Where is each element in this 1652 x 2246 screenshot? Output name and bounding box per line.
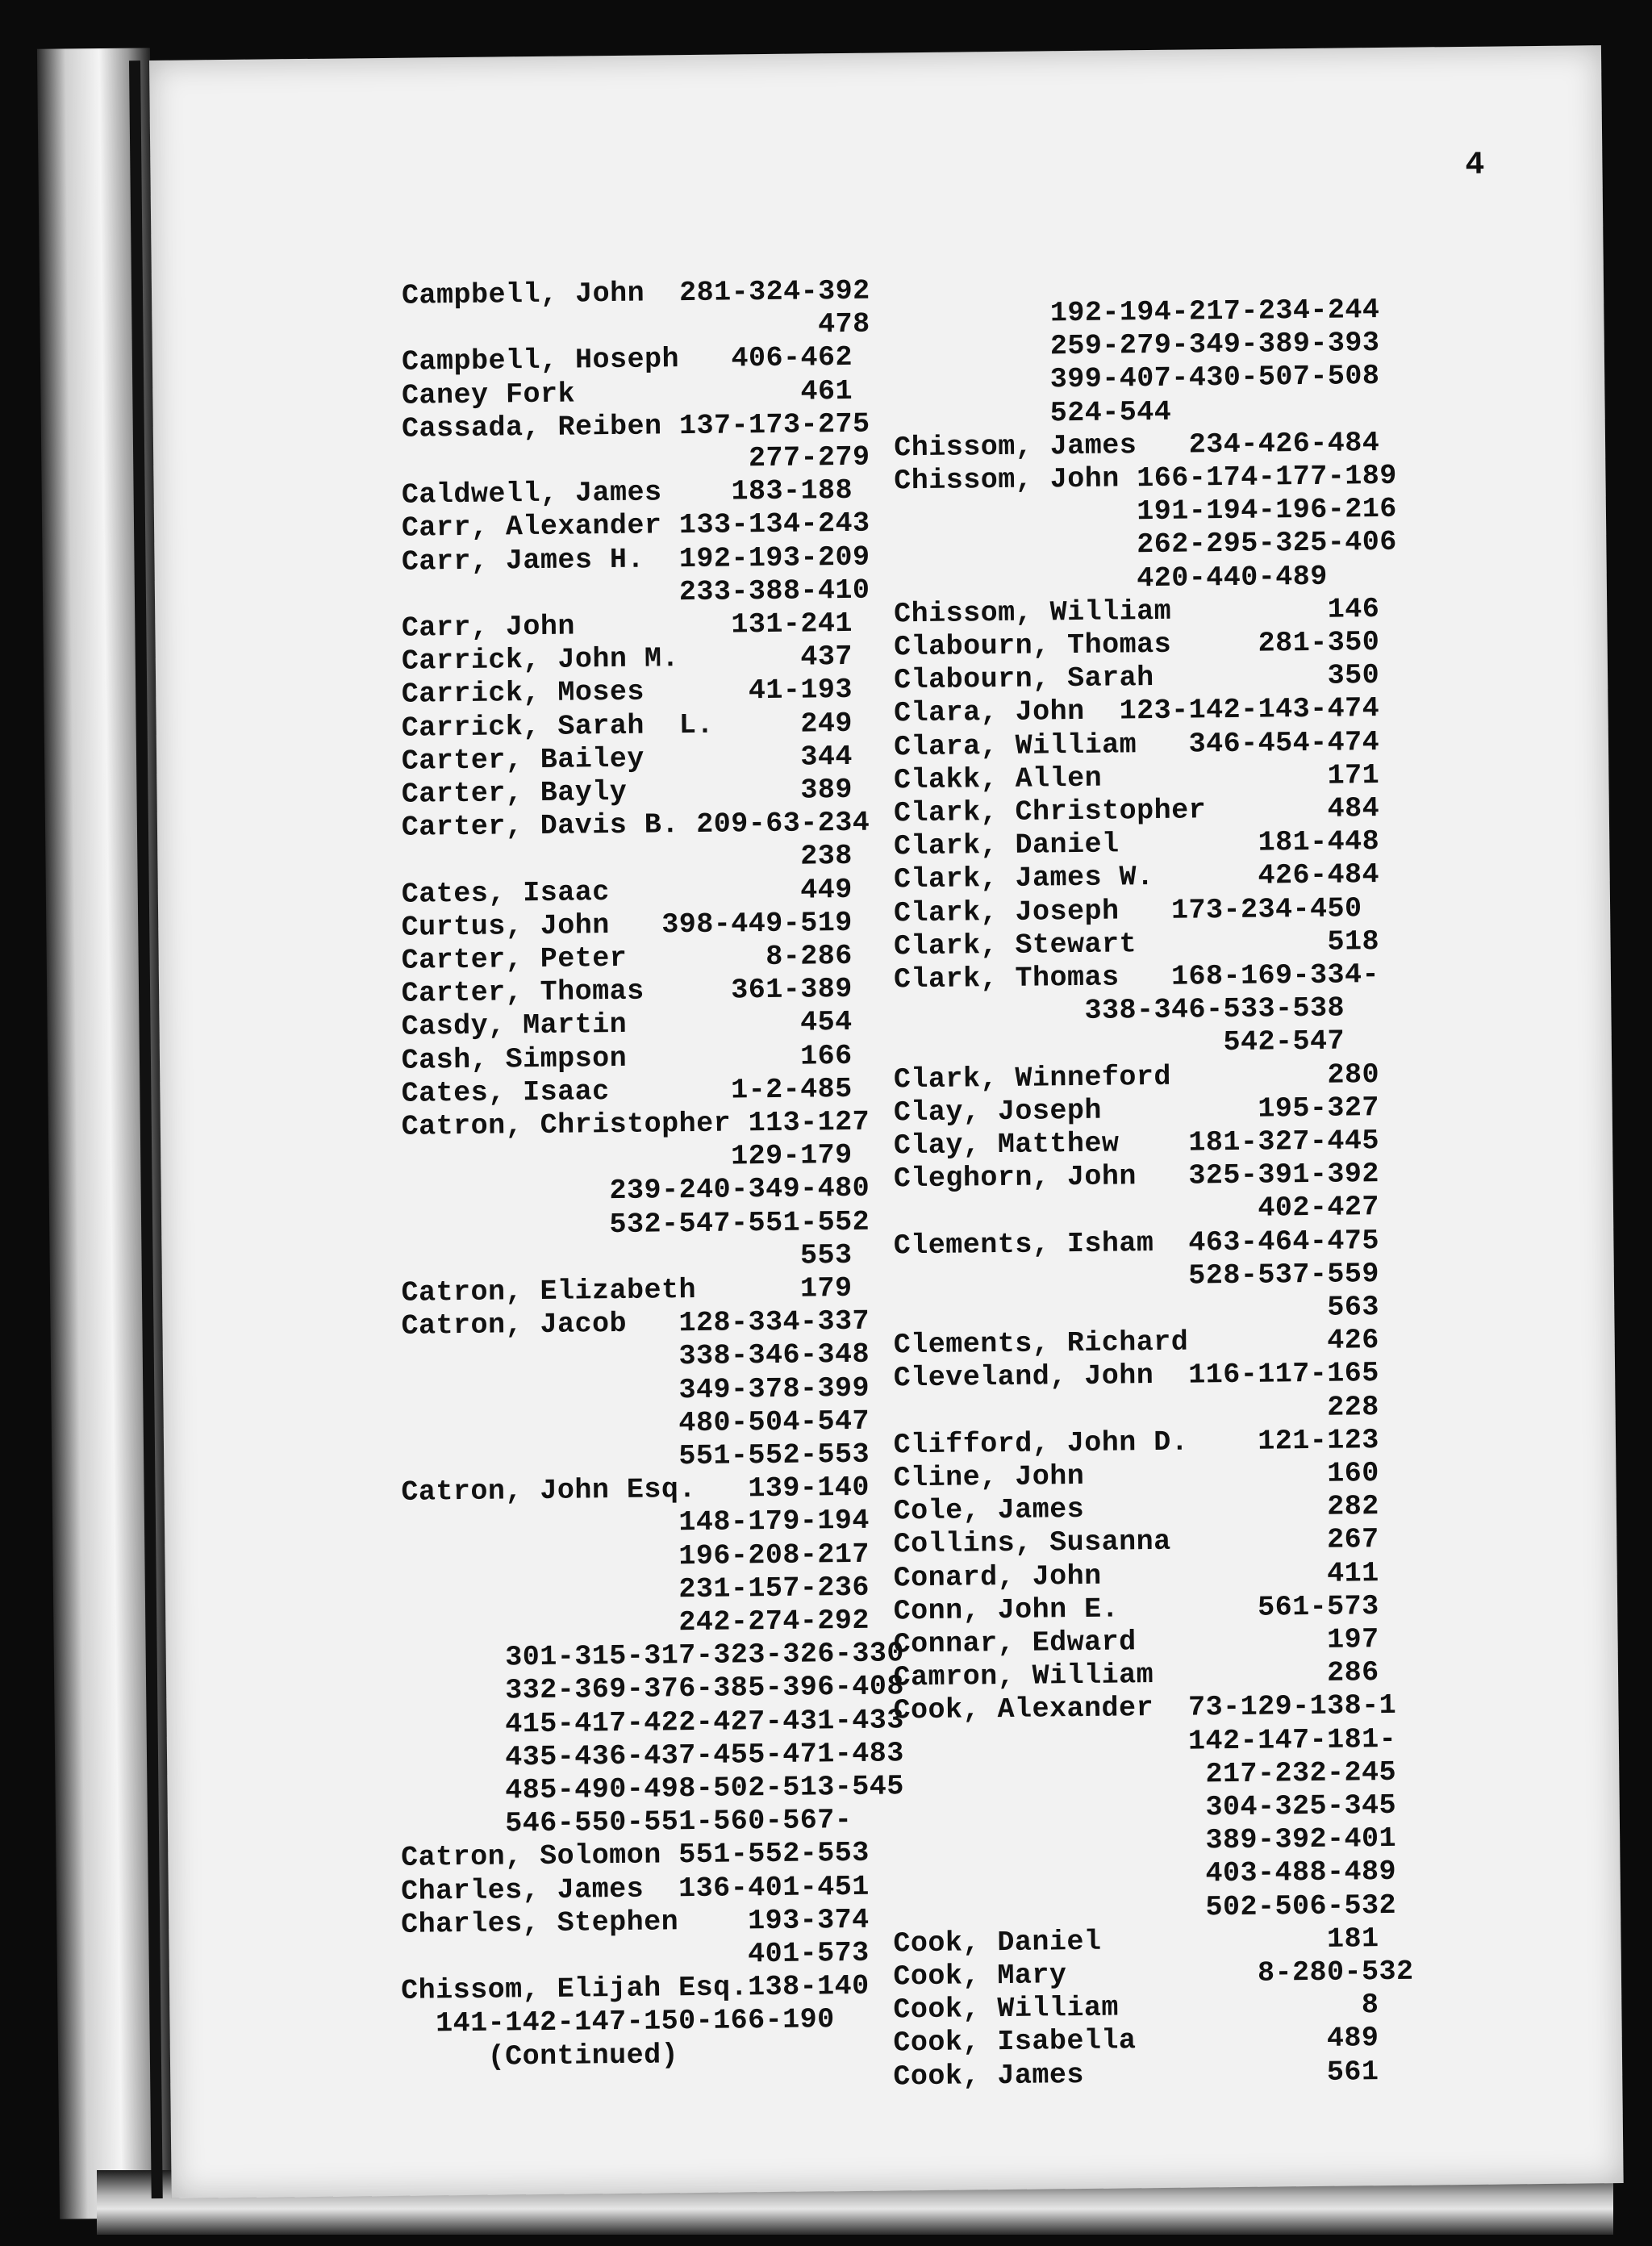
index-entry: Curtus, John 398-449-519: [401, 906, 853, 944]
index-entry: Catron, Jacob 128-334-337: [401, 1305, 870, 1342]
page-number: 4: [1465, 147, 1485, 184]
index-entry: 239-240-349-480: [401, 1172, 870, 1210]
index-entry: Clara, William 346-454-474: [893, 725, 1380, 763]
index-entry: Clark, Winneford 280: [893, 1058, 1380, 1096]
index-entry: 338-346-348: [401, 1338, 870, 1376]
index-entry: Clark, James W. 426-484: [893, 858, 1380, 896]
index-entry: 553: [401, 1238, 853, 1276]
index-entry: Cook, Isabella 489: [893, 2022, 1379, 2060]
index-entry: Cline, John 160: [893, 1457, 1379, 1495]
index-entry: 192-194-217-234-244: [894, 294, 1380, 332]
index-entry: Cleveland, John 116-117-165: [893, 1357, 1380, 1395]
index-entry: Carter, Thomas 361-389: [401, 973, 853, 1010]
index-entry: Campbell, John 281-324-392: [401, 274, 870, 312]
index-entry: Clay, Joseph 195-327: [893, 1091, 1380, 1129]
index-entry: 242-274-292: [401, 1604, 870, 1642]
index-entry: 217-232-245: [893, 1755, 1397, 1794]
index-entry: Chissom, John 166-174-177-189: [894, 459, 1398, 498]
index-entry: Cates, Isaac 1-2-485: [401, 1072, 853, 1110]
index-entry: Carter, Peter 8-286: [401, 939, 853, 977]
index-entry: 403-488-489: [893, 1856, 1397, 1893]
index-entry: Clabourn, Thomas 281-350: [893, 626, 1380, 664]
index-entry: Cole, James 282: [893, 1490, 1379, 1528]
index-entry: Catron, John Esq. 139-140: [401, 1471, 870, 1509]
index-entry: 502-506-532: [893, 1889, 1397, 1927]
index-entry: Carr, Alexander 133-134-243: [401, 507, 870, 545]
index-entry: 546-550-551-560-567-: [401, 1804, 853, 1842]
index-entry: 141-142-147-150-166-190: [400, 2003, 835, 2041]
index-entry: 551-552-553: [401, 1438, 870, 1476]
index-entry: 542-547: [893, 1025, 1345, 1062]
index-entry: 277-279: [401, 440, 870, 478]
index-entry: Clark, Christopher 484: [893, 792, 1380, 830]
index-entry: Clakk, Allen 171: [893, 758, 1380, 797]
index-entry: 338-346-533-538: [893, 991, 1345, 1029]
index-entry: Chissom, James 234-426-484: [894, 426, 1380, 465]
index-entry: 304-325-345: [893, 1789, 1397, 1827]
index-entry: Clark, Joseph 173-234-450: [893, 891, 1362, 929]
index-entry: Clark, Stewart 518: [893, 925, 1380, 963]
index-entry: Clements, Isham 463-464-475: [893, 1224, 1380, 1263]
index-entry: Carrick, Moses 41-193: [401, 674, 853, 712]
index-entry: Camron, William 286: [893, 1656, 1379, 1694]
index-entry: Cleghorn, John 325-391-392: [893, 1158, 1380, 1196]
index-entry: Campbell, Hoseph 406-462: [401, 341, 853, 379]
index-entry: Cook, Alexander 73-129-138-1: [893, 1689, 1397, 1727]
index-entry: Clements, Richard 426: [893, 1324, 1380, 1362]
index-entry: 485-490-498-502-513-545: [401, 1770, 905, 1808]
document-page: [149, 45, 1624, 2198]
index-entry: Carrick, Sarah L. 249: [401, 707, 853, 745]
index-entry: 332-369-376-385-396-408: [401, 1670, 905, 1709]
index-entry: 420-440-489: [893, 560, 1328, 597]
index-entry: Cash, Simpson 166: [401, 1039, 853, 1077]
index-entry: Conard, John 411: [893, 1556, 1379, 1595]
index-entry: Cook, Daniel 181: [893, 1922, 1379, 1960]
index-entry: 262-295-325-406: [894, 526, 1398, 564]
index-entry: Clark, Thomas 168-169-334-: [893, 958, 1380, 996]
index-entry: Clay, Matthew 181-327-445: [893, 1125, 1380, 1163]
index-entry: Connar, Edward 197: [893, 1623, 1379, 1661]
index-entry: Conn, John E. 561-573: [893, 1589, 1379, 1628]
index-entry: 233-388-410: [401, 574, 870, 612]
index-entry: Charles, Stephen 193-374: [400, 1903, 870, 1941]
index-entry: Caney Fork 461: [401, 374, 853, 412]
index-entry: 228: [893, 1390, 1380, 1429]
index-entry: Carr, James H. 192-193-209: [401, 541, 870, 578]
index-entry: 524-544: [894, 395, 1172, 431]
index-entry: Catron, Christopher 113-127: [401, 1105, 870, 1143]
index-entry: Charles, James 136-401-451: [400, 1870, 870, 1908]
index-entry: Carter, Bayly 389: [401, 773, 853, 811]
index-entry: Collins, Susanna 267: [893, 1523, 1379, 1561]
index-entry: Casdy, Martin 454: [401, 1006, 853, 1044]
index-entry: 196-208-217: [401, 1538, 870, 1576]
index-entry: 301-315-317-323-326-330: [401, 1637, 905, 1676]
index-entry: Cook, William 8: [893, 1989, 1379, 2027]
index-entry: 528-537-559: [893, 1257, 1380, 1296]
index-entry: Cassada, Reiben 137-173-275: [401, 407, 870, 445]
index-entry: Clabourn, Sarah 350: [893, 659, 1380, 697]
index-entry: 231-157-236: [401, 1571, 870, 1609]
index-entry: 129-179: [401, 1139, 853, 1176]
index-entry: Carrick, John M. 437: [401, 641, 853, 678]
index-entry: 402-427: [893, 1191, 1380, 1229]
index-entry: Carter, Davis B. 209-63-234: [401, 806, 870, 844]
index-entry: 142-147-181-: [893, 1722, 1397, 1761]
index-entry: Catron, Solomon 551-552-553: [400, 1837, 870, 1875]
index-entry: 148-179-194: [401, 1505, 870, 1543]
index-entry: Clark, Daniel 181-448: [893, 825, 1380, 863]
index-entry: 401-573: [400, 1936, 870, 1974]
index-entry: Cook, Mary 8-280-532: [893, 1955, 1414, 1993]
index-entry: 238: [401, 840, 853, 878]
index-entry: Cates, Isaac 449: [401, 873, 853, 911]
index-entry: 349-378-399: [401, 1371, 870, 1409]
index-entry: 415-417-422-427-431-433: [401, 1703, 905, 1742]
index-entry: 259-279-349-389-393: [894, 327, 1380, 365]
index-entry: Chissom, William 146: [893, 592, 1380, 631]
index-entry: Caldwell, James 183-188: [401, 474, 853, 511]
index-entry: 399-407-430-507-508: [894, 360, 1380, 398]
index-entry: 532-547-551-552: [401, 1205, 870, 1243]
index-entry: Clifford, John D. 121-123: [893, 1423, 1379, 1462]
index-entry: Cook, James 561: [893, 2055, 1379, 2094]
index-entry: 480-504-547: [401, 1405, 870, 1442]
index-entry: (Continued): [400, 2038, 679, 2074]
index-entry: Catron, Elizabeth 179: [401, 1271, 853, 1309]
index-entry: 563: [893, 1291, 1380, 1329]
index-entry: Clara, John 123-142-143-474: [893, 692, 1380, 730]
index-entry: Chissom, Elijah Esq.138-140: [400, 1969, 870, 2008]
index-entry: Carr, John 131-241: [401, 607, 853, 645]
index-entry: Carter, Bailey 344: [401, 740, 853, 778]
index-entry: 435-436-437-455-471-483: [401, 1737, 905, 1775]
index-entry: 191-194-196-216: [894, 493, 1398, 531]
index-entry: 389-392-401: [893, 1822, 1397, 1860]
index-entry: 478: [401, 307, 870, 345]
